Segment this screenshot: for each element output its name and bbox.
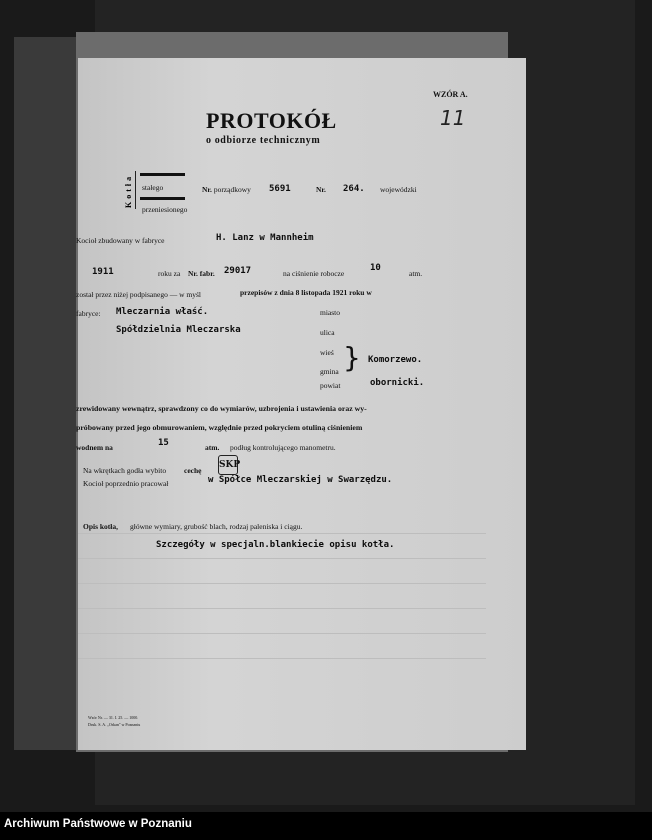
poprzednio-label: Kocioł poprzednio pracował: [83, 479, 169, 488]
gmina-value: Komorzewo.: [368, 355, 423, 365]
archive-caption: Archiwum Państwowe w Poznaniu: [4, 818, 192, 830]
cisnienie-value: 10: [370, 263, 381, 273]
roku-za-label: roku za: [158, 269, 181, 278]
document-page: [78, 58, 526, 750]
atm-bold-label: atm.: [205, 443, 220, 452]
nr-label: Nr.: [202, 185, 212, 194]
fabryce-value-2: Spółdzielnia Mleczarska: [116, 325, 241, 335]
binding-strip: [14, 37, 76, 750]
zostal-line: został przez niżej podpisanego — w myśl: [76, 290, 201, 299]
fabryce-label: fabryce:: [76, 309, 101, 318]
probowany-line: próbowany przed jego obmurowaniem, względnie przed pokryciem otuliną ciśnieniem: [76, 423, 363, 432]
boiler-mark-stamp: SKP: [218, 455, 238, 475]
wodnem-label: wodnem na: [76, 443, 113, 452]
year-value: 1911: [92, 267, 114, 277]
wkretki-label: Na wkrętkach godła wybito: [83, 466, 167, 475]
powiat-label: powiat: [320, 381, 341, 390]
ruled-line: [78, 583, 486, 584]
przepisow-line: przepisów z dnia 8 listopada 1921 roku w: [240, 288, 372, 297]
footer-line-2: Druk. S. A. „Orkan" w Poznaniu: [88, 722, 141, 727]
cecha-label: cechę: [184, 466, 202, 475]
fabryka-value: H. Lanz w Mannheim: [216, 233, 314, 243]
fabryce-value-1: Mleczarnia właść.: [116, 307, 209, 317]
opis-value: Szczegóły w specjaln.blankiecie opisu kotła.: [156, 540, 395, 550]
miasto-label: miasto: [320, 308, 340, 317]
cisnienie-label: na ciśnienie robocze: [283, 269, 345, 278]
nr-porzadkowy-value: 5691: [269, 184, 291, 194]
rewidowany-line: zrewidowany wewnątrz, sprawdzony co do wymiarów, uzbrojenia i ustawienia oraz wy-: [76, 404, 367, 413]
atm-label: atm.: [409, 269, 423, 278]
form-label: WZÓR A.: [433, 90, 468, 99]
nr-porzadkowy-label: porządkowy: [213, 185, 251, 194]
handwritten-number: 11: [440, 106, 466, 130]
poprzednio-value: w Spółce Mleczarskiej w Swarzędzu.: [208, 475, 393, 485]
strikethrough: [140, 173, 185, 176]
wodnem-value: 15: [158, 438, 169, 448]
nr-fabr-value: 29017: [224, 266, 252, 276]
wojewodzki-label: wojewódzki: [380, 185, 417, 194]
ulica-label: ulica: [320, 328, 335, 337]
manometr-label: podług kontrolującego manometru.: [230, 443, 336, 452]
powiat-value: obornicki.: [370, 378, 425, 388]
strikethrough: [140, 197, 185, 200]
gmina-label: gmina: [320, 367, 339, 376]
ruled-line: [78, 558, 486, 559]
opis-label-bold: Opis kotła,: [83, 522, 119, 531]
przeniesionego-label: przeniesionego: [142, 205, 188, 214]
ruled-line: [78, 633, 486, 634]
footer-line-1: Wzór Nr. — 31. I. 25. — 1000.: [88, 715, 139, 720]
kociol-zbudowany-label: Kocioł zbudowany w fabryce: [76, 236, 165, 245]
kotla-label: Kotła: [124, 173, 133, 208]
nr-wojewodzki-value: 264.: [343, 184, 365, 194]
ruled-line: [78, 608, 486, 609]
bracket-line: [135, 171, 136, 209]
nr-label-2: Nr.: [316, 185, 326, 194]
brace-icon: }: [343, 341, 361, 374]
wies-label: wieś: [320, 348, 334, 357]
nr-fabr-label: Nr. fabr.: [188, 269, 215, 278]
stalego-label: stałego: [142, 183, 164, 192]
page-title: PROTOKÓŁ: [206, 108, 337, 133]
ruled-line: [78, 658, 486, 659]
ruled-line: [78, 533, 486, 534]
page-subtitle: o odbiorze technicznym: [206, 135, 321, 146]
opis-label: główne wymiary, grubość blach, rodzaj paleniska i ciągu.: [130, 522, 303, 531]
